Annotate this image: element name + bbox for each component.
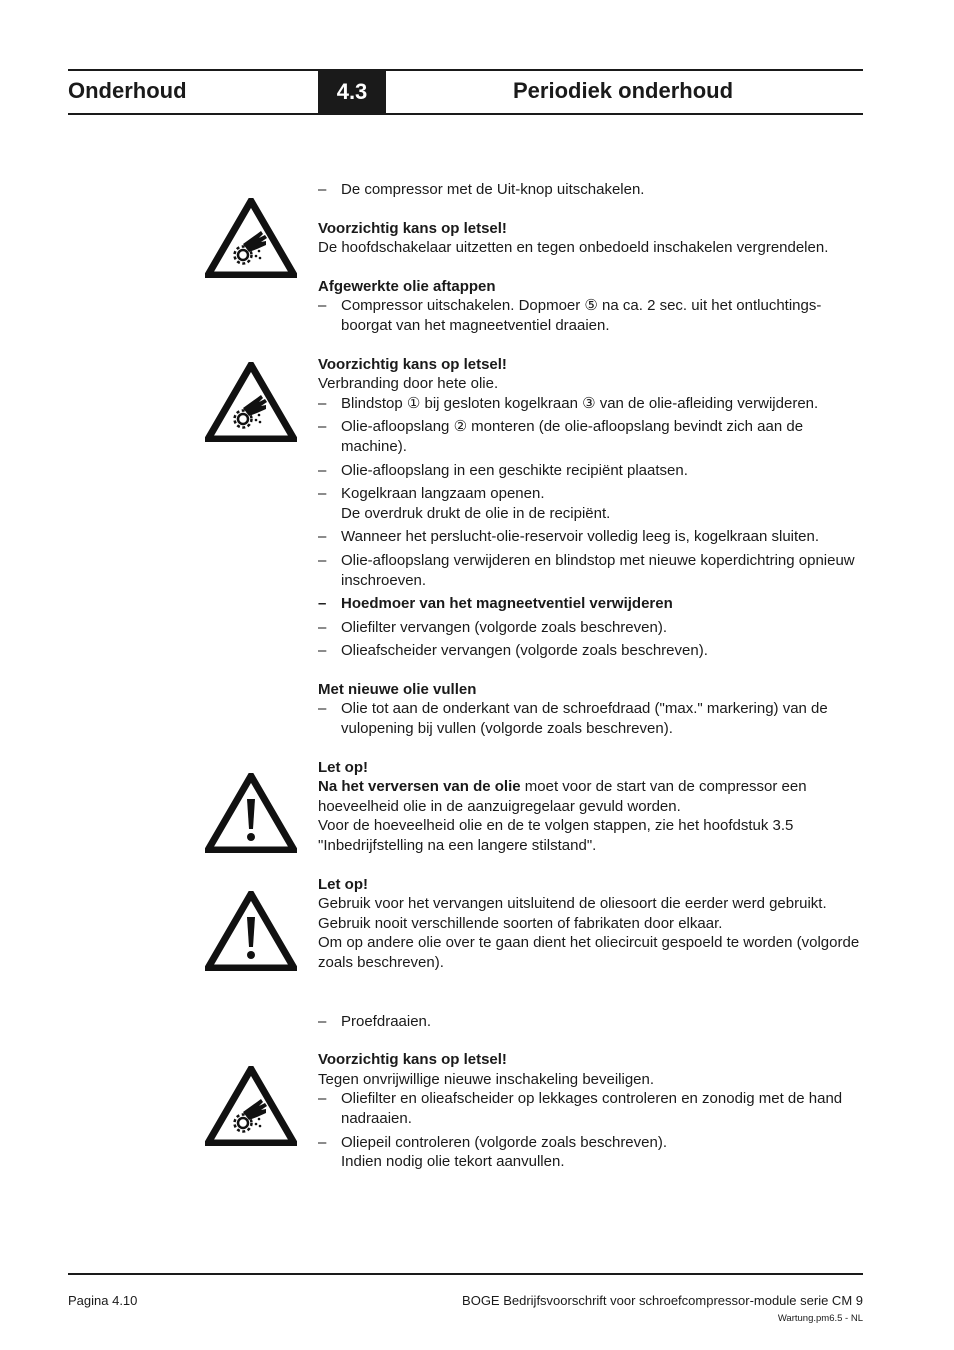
note-text: Gebruik nooit verschillende soorten of fabrikaten door elkaar. bbox=[318, 914, 723, 932]
fill-oil-heading: Met nieuwe olie vullen bbox=[318, 680, 477, 698]
caution-text: Verbranding door hete olie. bbox=[318, 375, 499, 393]
list-item: – Wanneer het perslucht-olie-reservoir volledig leeg is, kogelkraan sluiten. bbox=[318, 527, 866, 547]
caution-heading: Voorzichtig kans op letsel! bbox=[318, 1051, 507, 1069]
footer-rule bbox=[68, 1273, 863, 1275]
note-text: Om op andere olie over te gaan dient het oliecircuit gespoeld te worden (volgorde zoals beschreven). bbox=[318, 934, 860, 971]
test-run-step bbox=[318, 1012, 866, 1032]
header-bottom-rule bbox=[68, 113, 863, 115]
section-number: 4.3 bbox=[318, 71, 386, 113]
note-block-1 bbox=[318, 758, 866, 856]
note-heading: Let op! bbox=[318, 875, 368, 893]
list-item: – Proefdraaien. bbox=[318, 1012, 866, 1032]
section-title: Periodiek onderhoud bbox=[513, 78, 734, 103]
fill-oil-block bbox=[318, 680, 866, 739]
page-content bbox=[318, 180, 866, 1191]
document-title: BOGE Bedrijfsvoorschrift voor schroefcompressor-module serie CM 9 bbox=[462, 1293, 863, 1308]
caution-heading: Voorzichtig kans op letsel! bbox=[318, 355, 507, 373]
note-text: Voor de hoeveelheid olie en de te volgen stappen, zie het hoofdstuk 3.5 "Inbedrijfstelling na een langere stilstand". bbox=[318, 817, 794, 855]
note-emphasis: Na het verversen van de olie bbox=[318, 778, 521, 796]
list-item: – Olieafscheider vervangen (volgorde zoals beschreven). bbox=[318, 641, 866, 661]
hand-gear-warning-icon bbox=[205, 1066, 297, 1146]
drain-oil-block bbox=[318, 277, 866, 336]
caution-text: De hoofdschakelaar uitzetten en tegen onbedoeld inschakelen vergrendelen. bbox=[318, 239, 829, 257]
note-text: Gebruik voor het vervangen uitsluitend de oliesoort die eerder werd gebruikt. bbox=[318, 895, 827, 913]
note-block-2 bbox=[318, 875, 866, 973]
list-item-text: Oliepeil controleren (volgorde zoals beschreven). bbox=[341, 1133, 668, 1151]
drain-oil-heading: Afgewerkte olie aftappen bbox=[318, 277, 496, 295]
hand-gear-warning-icon bbox=[205, 362, 297, 442]
list-item bbox=[318, 1133, 866, 1172]
list-item: – Olie tot aan de onderkant van de schroefdraad ("max." markering) van de vulopening bij vullen (volgorde zoals beschreven). bbox=[318, 699, 866, 738]
caution-block-1 bbox=[318, 219, 866, 258]
file-reference: Wartung.pm6.5 - NL bbox=[777, 1313, 863, 1324]
page-number: Pagina 4.10 bbox=[68, 1293, 138, 1308]
list-item-subtext: Indien nodig olie tekort aanvullen. bbox=[341, 1153, 565, 1171]
caution-block-2 bbox=[318, 355, 866, 661]
note-text-rest: moet voor de start van de compressor een hoeveelheid olie in de aanzuigregelaar gevuld worden. bbox=[318, 778, 807, 815]
note-heading: Let op! bbox=[318, 758, 368, 776]
switch-off-step bbox=[318, 180, 866, 200]
list-item: – Oliefilter en olieafscheider op lekkages controleren en zonodig met de hand nadraaien. bbox=[318, 1089, 866, 1128]
list-item: – Olie-afloopslang in een geschikte recipiënt plaatsen. bbox=[318, 461, 866, 481]
caution-block-3 bbox=[318, 1050, 866, 1172]
list-item: – Olie-afloopslang ② monteren (de olie-afloopslang bevindt zich aan de machine). bbox=[318, 417, 866, 456]
list-item: – Compressor uitschakelen. Dopmoer ⑤ na ca. 2 sec. uit het ontluchtings-boorgat van het magneetventiel draaien. bbox=[318, 296, 866, 335]
caution-heading: Voorzichtig kans op letsel! bbox=[318, 219, 507, 237]
list-item-text: Kogelkraan langzaam openen. bbox=[341, 485, 545, 503]
list-item bbox=[318, 484, 866, 523]
list-item: – Blindstop ① bij gesloten kogelkraan ③ van de olie-afleiding verwijderen. bbox=[318, 394, 866, 414]
header-top-rule bbox=[68, 69, 863, 71]
exclamation-warning-icon bbox=[205, 773, 297, 853]
list-item: – Oliefilter vervangen (volgorde zoals beschreven). bbox=[318, 618, 866, 638]
note-text bbox=[318, 777, 866, 816]
caution-text: Tegen onvrijwillige nieuwe inschakeling beveiligen. bbox=[318, 1070, 655, 1088]
exclamation-warning-icon bbox=[205, 891, 297, 971]
list-item: – Hoedmoer van het magneetventiel verwijderen bbox=[318, 594, 866, 614]
hand-gear-warning-icon bbox=[205, 198, 297, 278]
list-item: – Olie-afloopslang verwijderen en blindstop met nieuwe koperdichtring opnieuw inschroeven. bbox=[318, 551, 866, 590]
chapter-title: Onderhoud bbox=[68, 78, 187, 103]
list-item: – De compressor met de Uit-knop uitschakelen. bbox=[318, 180, 866, 200]
list-item-subtext: De overdruk drukt de olie in de recipiënt. bbox=[341, 504, 611, 522]
